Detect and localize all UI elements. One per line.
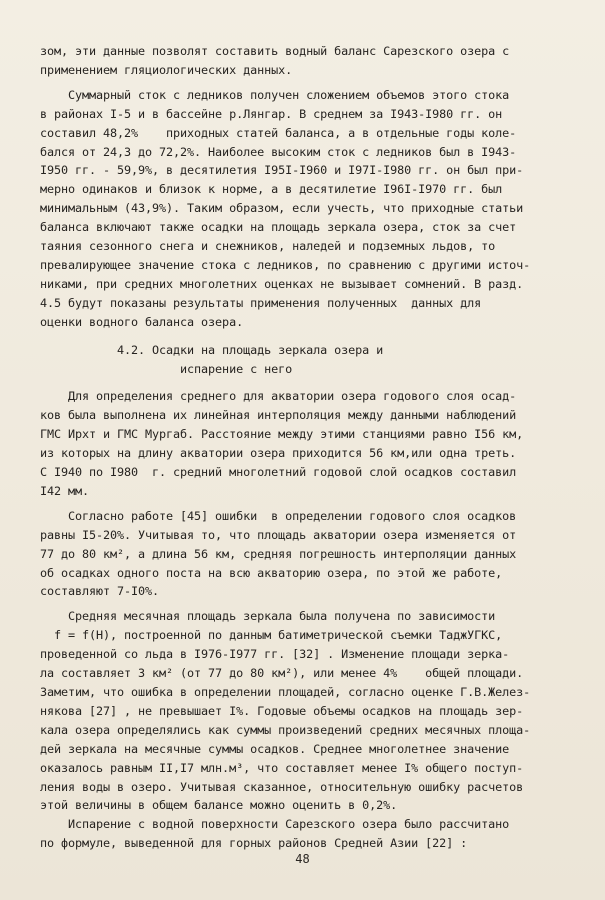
paragraph-intro <box>40 42 570 80</box>
text-line: оказалось равным II,I7 млн.м³, что составляет менее I% общего поступ- <box>40 760 524 775</box>
text-line: ков была выполнена их линейная интерполяция между данными наблюдений <box>40 408 517 423</box>
section-heading <box>40 341 570 379</box>
text-line: Испарение с водной поверхности Сарезского озера было рассчитано <box>40 817 510 832</box>
text-line: дей зеркала на месячные суммы осадков. Среднее многолетнее значение <box>40 741 510 756</box>
paragraph-errors <box>40 507 570 602</box>
text-line: минимальным (43,9%). Таким образом, если учесть, что приходные статьи <box>40 201 524 216</box>
text-line: 77 до 80 км², а длина 56 км, средняя погрешность интерполяции данных <box>40 546 517 561</box>
text-line: равны I5-20%. Учитывая то, что площадь акватории озера изменяется от <box>40 527 517 542</box>
text-line: никами, при средних многолетних оценках не вызывает сомнений. В разд. <box>40 276 524 291</box>
paragraph-glacier-runoff <box>40 86 570 332</box>
text-line: применением гляциологических данных. <box>40 62 293 77</box>
section-heading-line-1: 4.2. Осадки на площадь зеркала озера и <box>40 342 384 357</box>
text-line: ления воды в озеро. Учитывая сказанное, относительную ошибку расчетов <box>40 779 524 794</box>
text-line: этой величины в общем балансе можно оценить в 0,2%. <box>40 798 398 813</box>
text-line: Заметим, что ошибка в определении площадей, согласно оценке Г.В.Желез- <box>40 685 531 699</box>
text-line: бался от 24,3 до 72,2%. Наиболее высоким сток с ледников был в I943- <box>40 144 517 159</box>
document-body <box>40 42 570 853</box>
text-line: превалирующее значение стока с ледников, по сравнению с другими источ- <box>40 257 531 272</box>
text-line: I42 мм. <box>40 483 90 498</box>
text-line: по формуле, выведенной для горных районов Средней Азии [22] : <box>40 836 468 851</box>
text-line: об осадках одного поста на всю акваторию озера, по этой же работе, <box>40 565 503 580</box>
text-line: мерно одинаков и близок к норме, а в десятилетие I96I-I970 гг. был <box>40 182 503 197</box>
paragraph-surface-area <box>40 607 570 815</box>
paragraph-evaporation <box>40 815 570 853</box>
text-line: някова [27] , не превышает I%. Годовые объемы осадков на площадь зер- <box>40 703 524 718</box>
text-line: I950 гг. - 59,9%, в десятилетия I95I-I960 и I97I-I980 гг. он был при- <box>40 163 524 178</box>
text-line: ГМС Ирхт и ГМС Мургаб. Расстояние между этими станциями равно I56 км, <box>40 427 524 442</box>
text-line: баланса включают также осадки на площадь зеркала озера, сток за счет <box>40 220 517 235</box>
text-line: f = f(H), построенной по данным батиметрической съемки ТаджУГКС, <box>40 628 503 643</box>
paragraph-precipitation <box>40 387 570 500</box>
text-line: Суммарный сток с ледников получен сложением объемов этого стока <box>40 87 510 102</box>
section-heading-line-2: испарение с него <box>40 361 293 376</box>
text-line: из которых на длину акватории озера приходится 56 км,или одна треть. <box>40 446 517 461</box>
text-line: Для определения среднего для акватории озера годового слоя осад- <box>40 389 517 404</box>
text-line: в районах I-5 и в бассейне р.Лянгар. В среднем за I943-I980 гг. он <box>40 106 503 121</box>
text-line: составляют 7-I0%. <box>40 584 160 599</box>
text-line: ла составляет 3 км² (от 77 до 80 км²), или менее 4% общей площади. <box>40 666 524 681</box>
page-number: 48 <box>295 852 310 866</box>
text-line: кала озера определялись как суммы произведений средних месячных площа- <box>40 722 531 737</box>
text-line: таяния сезонного снега и снежников, наледей и подземных льдов, то <box>40 239 496 254</box>
text-line: составил 48,2% приходных статей баланса, а в отдельные годы коле- <box>40 125 517 140</box>
text-line: оценки водного баланса озера. <box>40 314 244 329</box>
text-line: проведенной со льда в I976-I977 гг. [32] . Изменение площади зерка- <box>40 647 510 662</box>
text-line: Согласно работе [45] ошибки в определении годового слоя осадков <box>40 508 517 523</box>
text-line: зом, эти данные позволят составить водный баланс Сарезского озера с <box>40 44 510 58</box>
text-line: С I940 по I980 г. средний многолетний годовой слой осадков составил <box>40 465 517 480</box>
text-line: 4.5 будут показаны результаты применения полученных данных для <box>40 295 482 310</box>
text-line: Средняя месячная площадь зеркала была получена по зависимости <box>40 609 496 624</box>
